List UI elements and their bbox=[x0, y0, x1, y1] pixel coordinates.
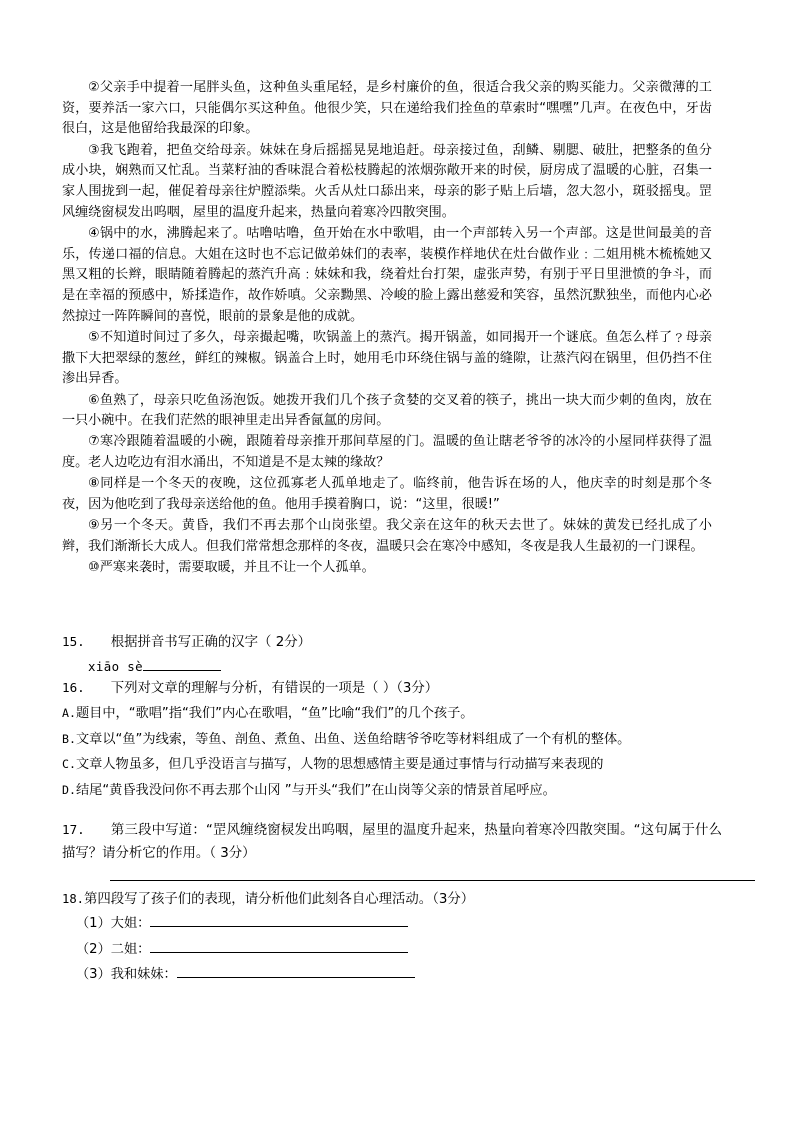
question-18-number: 18. bbox=[62, 892, 85, 906]
passage-paragraph-2: ②父亲手中提着一尾胖头鱼，这种鱼头重尾轻，是乡村廉价的鱼，很适合我父亲的购买能力。父亲微薄的工资，要养活一家六口，只能偶尔买这种鱼。他很少笑，只在递给我们拴鱼的草索时“嘿嘿”几声。在夜色中，牙齿很白，这是他留给我最深的印象。 bbox=[62, 80, 712, 137]
passage-paragraph-3: ③我飞跑着，把鱼交给母亲。妹妹在身后摇摇晃晃地追赶。母亲接过鱼，刮鳞、剔腮、破肚，把整条的鱼分成小块，娴熟而又忙乱。当菜籽油的香味混合着松枝腾起的浓烟弥敞开来的时侯，厨房成了温暖的心脏，召集一家人围拢到一起，催促着母亲往炉膛添柴。火舌从灶口舔出来，母亲的影子贴上后墙，忽大忽小，斑驳摇曳。罡风缠绕窗棂发出呜咽，屋里的温度升起来，热量向着寒冷四散突围。 bbox=[62, 142, 712, 220]
question-15-number: 15. bbox=[62, 634, 85, 649]
option-a-letter: A. bbox=[62, 706, 76, 720]
question-18-text: 第四段写了孩子们的表现，请分析他们此刻各自心理活动。（3分） bbox=[84, 892, 475, 907]
question-18-sub-3 bbox=[62, 962, 722, 988]
passage-paragraph-8: ⑧同样是一个冬天的夜晚，这位孤寡老人孤单地走了。临终前，他告诉在场的人，他庆幸的时刻是那个冬夜，因为他吃到了我母亲送给他的鱼。他用手摸着胸口，说：“这里，很暖!” bbox=[62, 476, 712, 513]
option-a[interactable] bbox=[62, 702, 722, 726]
option-c-letter: C. bbox=[62, 757, 76, 771]
question-18-sub-1-label: （1）大姐： bbox=[76, 916, 151, 931]
option-c[interactable] bbox=[62, 753, 722, 777]
question-18-line bbox=[62, 888, 722, 911]
reading-passage bbox=[62, 78, 712, 579]
passage-paragraph-9: ⑨另一个冬天。黄昏，我们不再去那个山岗张望。我父亲在这年的秋天去世了。妹妹的黄发已经扎成了小辫，我们渐渐长大成人。但我们常常想念那样的冬夜，温暖只会在寒冷中感知，冬夜是我人生最初的一门课程。 bbox=[62, 518, 712, 554]
question-15-text: 根据拼音书写正确的汉字（ 2分） bbox=[110, 635, 311, 650]
answer-blank-q18-3[interactable] bbox=[177, 964, 415, 978]
question-17-line bbox=[62, 818, 722, 865]
question-18-sub-1 bbox=[62, 911, 722, 937]
passage-paragraph-7: ⑦寒冷跟随着温暖的小碗，跟随着母亲推开那间草屋的门。温暖的鱼让瞎老爷爷的冰冷的小屋同样获得了温度。老人边吃边有泪水涌出，不知道是不是太辣的缘故？ bbox=[62, 434, 712, 471]
pinyin-prompt: xiāo sè bbox=[88, 659, 144, 674]
option-d-letter: D. bbox=[62, 782, 76, 797]
answer-blank-q18-1[interactable] bbox=[150, 913, 408, 927]
question-17-text: 第三段中写道：“罡风缠绕窗棂发出呜咽，屋里的温度升起来，热量向着寒冷四散突围。“这句属于什么描写？请分析它的作用。（ 3分） bbox=[62, 823, 722, 861]
question-18 bbox=[62, 888, 722, 988]
question-18-sub-3-label: （3）我和妹妹： bbox=[76, 967, 177, 982]
option-b[interactable] bbox=[62, 728, 722, 752]
option-d-text: 结尾“黄昏我没问你不再去那个山冈 ”与开头“我们”在山岗等父亲的情景首尾呼应。 bbox=[75, 782, 556, 798]
option-c-text: 文章人物虽多，但几乎没语言与描写，人物的思想感情主要是通过事情与行动描写来表现的 bbox=[75, 757, 604, 772]
passage-paragraph-5: ⑤不知道时间过了多久，母亲撮起嘴，吹锅盖上的蒸汽。揭开锅盖，如同揭开一个谜底。鱼怎么样了﹖母亲撒下大把翠绿的葱丝，鲜红的辣椒。锅盖合上时，她用毛巾环绕住锅与盖的缝隙，让蒸汽闷在锅里，但仍挡不住渗出异香。 bbox=[62, 329, 712, 387]
answer-blank-q18-2[interactable] bbox=[150, 939, 408, 953]
question-16-number: 16. bbox=[62, 680, 85, 695]
answer-blank-q15[interactable] bbox=[143, 657, 221, 671]
option-a-text: 题目中，“歌唱”指“我们”内心在歌唱，“鱼”比喻“我们”的几个孩子。 bbox=[75, 706, 474, 721]
option-d[interactable] bbox=[62, 779, 722, 803]
question-18-sub-2-label: （2）二姐： bbox=[76, 941, 151, 957]
question-16-line bbox=[62, 676, 722, 700]
passage-paragraph-10: ⑩严寒来袭时，需要取暖，并且不让一个人孤单。 bbox=[88, 560, 375, 576]
question-15-line bbox=[62, 630, 722, 654]
option-b-text: 文章以“鱼”为线索，等鱼、剖鱼、煮鱼、出鱼、送鱼给瞎爷爷吃等材料组成了一个有机的整体。 bbox=[75, 731, 631, 747]
option-b-letter: B. bbox=[62, 731, 76, 746]
question-17-number: 17. bbox=[62, 822, 85, 837]
question-17 bbox=[62, 818, 722, 865]
passage-paragraph-6: ⑥鱼熟了，母亲只吃鱼汤泡饭。她拨开我们几个孩子贪婪的交叉着的筷子，挑出一块大而少刺的鱼肉，放在一只小碗中。在我们茫然的眼神里走出异香氤氲的房间。 bbox=[62, 392, 712, 429]
answer-blank-q17[interactable] bbox=[110, 880, 755, 881]
question-16 bbox=[62, 676, 722, 802]
question-18-sub-2 bbox=[62, 937, 722, 963]
question-16-text: 下列对文章的理解与分析，有错误的一项是（ ）（3分） bbox=[110, 681, 439, 696]
passage-paragraph-4: ④锅中的水，沸腾起来了。咕噜咕噜，鱼开始在水中歌唱，由一个声部转入另一个声部。这是世间最美的音乐，传递口福的信息。大姐在这时也不忘记做弟妹们的表率，装模作样地伏在灶台做作业﹕二姐用桃木梳梳她又黑又粗的长辫，眼睛随着腾起的蒸汽升高﹕妹妹和我，绕着灶台打架，虚张声势，有别于平日里泄愤的争斗，而是在幸福的预感中，矫揉造作，故作娇嗔。父亲黝黑、冷峻的脸上露出慈爱和笑容，虽然沉默独坐，而他内心必然掠过一阵阵瞬间的喜悦，眼前的景象是他的成就。 bbox=[62, 225, 712, 324]
question-15 bbox=[62, 630, 722, 681]
